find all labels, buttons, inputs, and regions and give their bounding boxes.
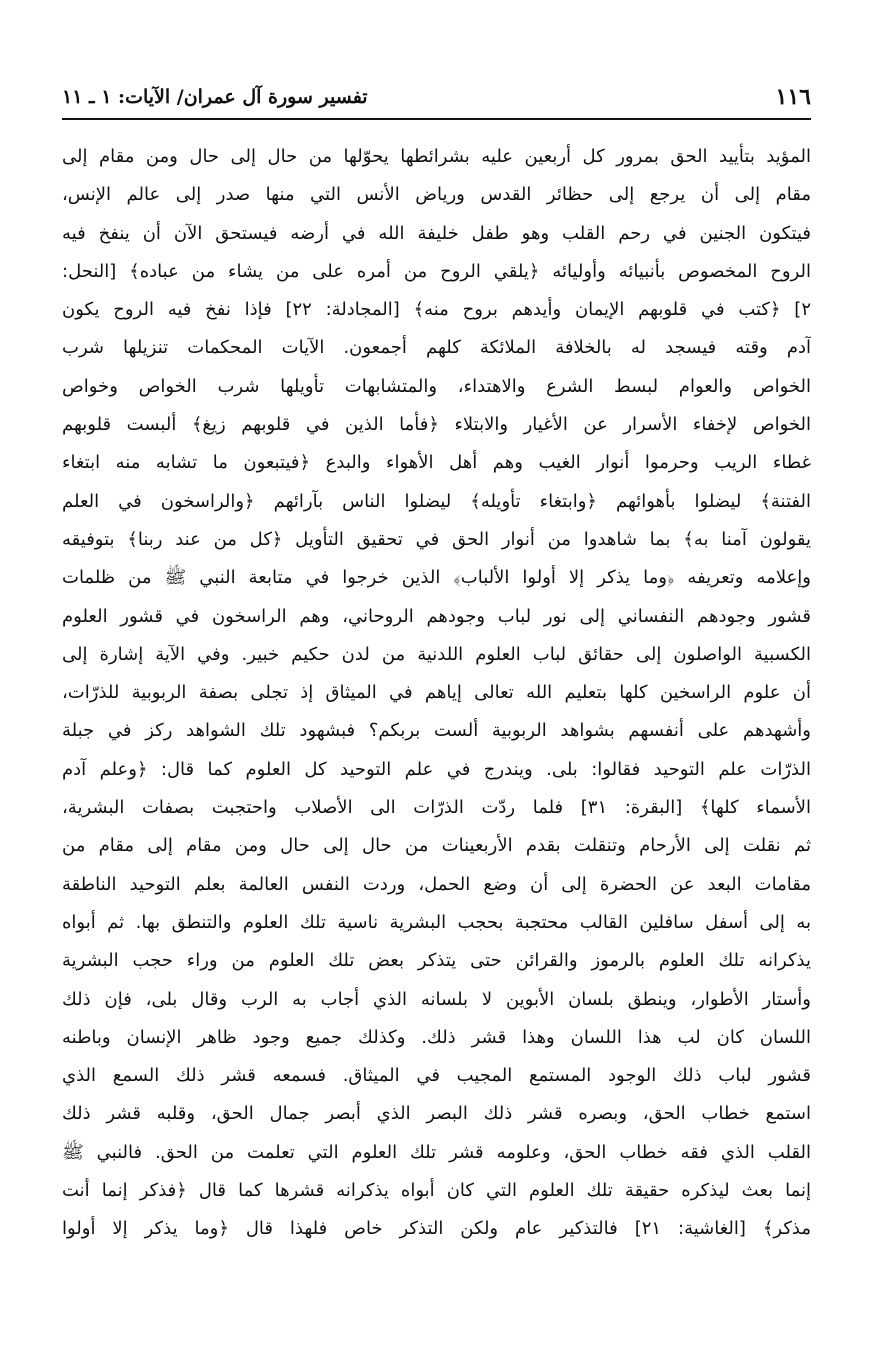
- text-line: الخواص لإخفاء الأسرار عن الأغيار والابتلاء ﴿فأما الذين في قلوبهم زيغ﴾ ألبست قلوبهم: [62, 414, 811, 436]
- text-line: الذرّات علم التوحيد فقالوا: بلى. ويندرج في علم التوحيد كل العلوم كما قال: ﴿وعلم آدم: [62, 758, 811, 780]
- text-line: يذكرانه تلك العلوم بالرموز والقرائن حتى يتذكر بعض تلك العلوم من وراء حجب البشرية: [62, 950, 811, 972]
- text-line: غطاء الريب وحرموا أنوار الغيب وهم أهل الأهواء والبدع ﴿فيتبعون ما تشابه منه ابتغاء: [62, 452, 811, 474]
- body-text: [62, 138, 811, 1249]
- text-line: القلب الذي فقه خطاب الحق، وعلومه قشر تلك العلوم التي تعلمت من الحق. فالنبي ﷺ: [62, 1141, 811, 1163]
- text-line: وأشهدهم على أنفسهم بشواهد الربوبية ألست بربكم؟ فبشهود تلك الشواهد ركز في جبلة: [62, 720, 811, 742]
- text-line: الفتنة﴾ ليضلوا بأهوائهم ﴿وابتغاء تأويله﴾ ليضلوا الناس بآرائهم ﴿والراسخون في العلم: [62, 490, 811, 512]
- text-line: يقولون آمنا به﴾ بما شاهدوا من أنوار الحق في تحقيق التأويل ﴿كل من عند ربنا﴾ بتوفيقه: [62, 528, 811, 550]
- text-line: الخواص والعوام لبسط الشرع والاهتداء، والمتشابهات تأويلها شرب الخواص وخواص: [62, 375, 811, 397]
- text-line: آدم وقته فيسجد له بالخلافة الملائكة كلهم أجمعون. الآيات المحكمات تنزيلها شرب: [62, 337, 811, 359]
- running-title: تفسير سورة آل عمران/ الآيات: ١ ـ ١١: [62, 86, 368, 108]
- text-line: مقامات البعد عن الحضرة إلى أن وضع الحمل، وردت النفس العالمة بعلم التوحيد الناطقة: [62, 873, 811, 895]
- text-line: الأسماء كلها﴾ [البقرة: ٣١] فلما ردّت الذرّات الى الأصلاب واحتجبت بصفات البشرية،: [62, 797, 811, 819]
- text-line: استمع خطاب الحق، وبصره قشر ذلك البصر الذي أبصر جمال الحق، وقلبه قشر ذلك: [62, 1103, 811, 1125]
- text-line: قشور لباب ذلك الوجود المستمع المجيب في الميثاق. فسمعه قشر ذلك السمع الذي: [62, 1065, 811, 1087]
- text-line: به إلى أسفل سافلين القالب محتجبة بحجب البشرية ناسية تلك العلوم والتنطق بها. ثم أبواه: [62, 911, 811, 933]
- text-line: مقام إلى أن يرجع إلى حظائر القدس ورياض الأنس التي منها صدر إلى عالم الإنس،: [62, 184, 811, 206]
- text-line: مذكر﴾ [الغاشية: ٢١] فالتذكير عام ولكن التذكر خاص فلهذا قال ﴿وما يذكر إلا أولوا: [62, 1218, 811, 1240]
- text-line: الكسبية الواصلون إلى حقائق لباب العلوم اللدنية من لدن حكيم خبير. وفي الآية إشارة إلى: [62, 643, 811, 665]
- text-line: ثم نقلت إلى الأرحام وتنقلت بقدم الأربعينات من حال إلى حال ومن مقام إلى مقام من: [62, 835, 811, 857]
- text-line: المؤيد بتأييد الحق بمرور كل أربعين عليه بشرائطها يحوّلها من حال إلى حال ومن مقام إلى: [62, 146, 811, 167]
- text-line: إنما بعث ليذكره حقيقة تلك العلوم التي كان أبواه يذكرانه قشرها كما قال ﴿فذكر إنما أنت: [62, 1180, 811, 1202]
- page-header: [62, 82, 811, 116]
- text-line: فيتكون الجنين في رحم القلب وهو طفل خليفة الله في أرضه فيستحق الآن أن ينفخ فيه: [62, 222, 811, 244]
- text-line: اللسان كان لب هذا اللسان وهذا قشر ذلك. وكذلك جميع وجود ظاهر الإنسان وباطنه: [62, 1026, 811, 1048]
- text-line: أن علوم الراسخين كلها بتعليم الله تعالى إياهم في الميثاق إذ تجلى بصفة الربوبية للذرّات،: [62, 682, 811, 704]
- text-line: وإعلامه وتعريفه ﴿وما يذكر إلا أولوا الألباب﴾ الذين خرجوا في متابعة النبي ﷺ من ظلمات: [62, 567, 811, 589]
- page-number: ١١٦: [775, 84, 811, 110]
- text-line: ٢] ﴿كتب في قلوبهم الإيمان وأيدهم بروح منه﴾ [المجادلة: ٢٢] فإذا نفخ فيه الروح يكون: [62, 299, 811, 321]
- text-line: وأستار الأطوار، وينطق بلسان الأبوين لا بلسانه الذي أجاب به الرب وقال بلى، فإن ذلك: [62, 988, 811, 1010]
- text-line: قشور وجودهم النفساني إلى نور لباب وجودهم الروحاني، وهم الراسخون في قشور العلوم: [62, 605, 811, 627]
- text-line: الروح المخصوص بأنبيائه وأوليائه ﴿يلقي الروح من أمره على من يشاء من عباده﴾ [النحل:: [62, 260, 811, 282]
- header-rule: [62, 118, 811, 120]
